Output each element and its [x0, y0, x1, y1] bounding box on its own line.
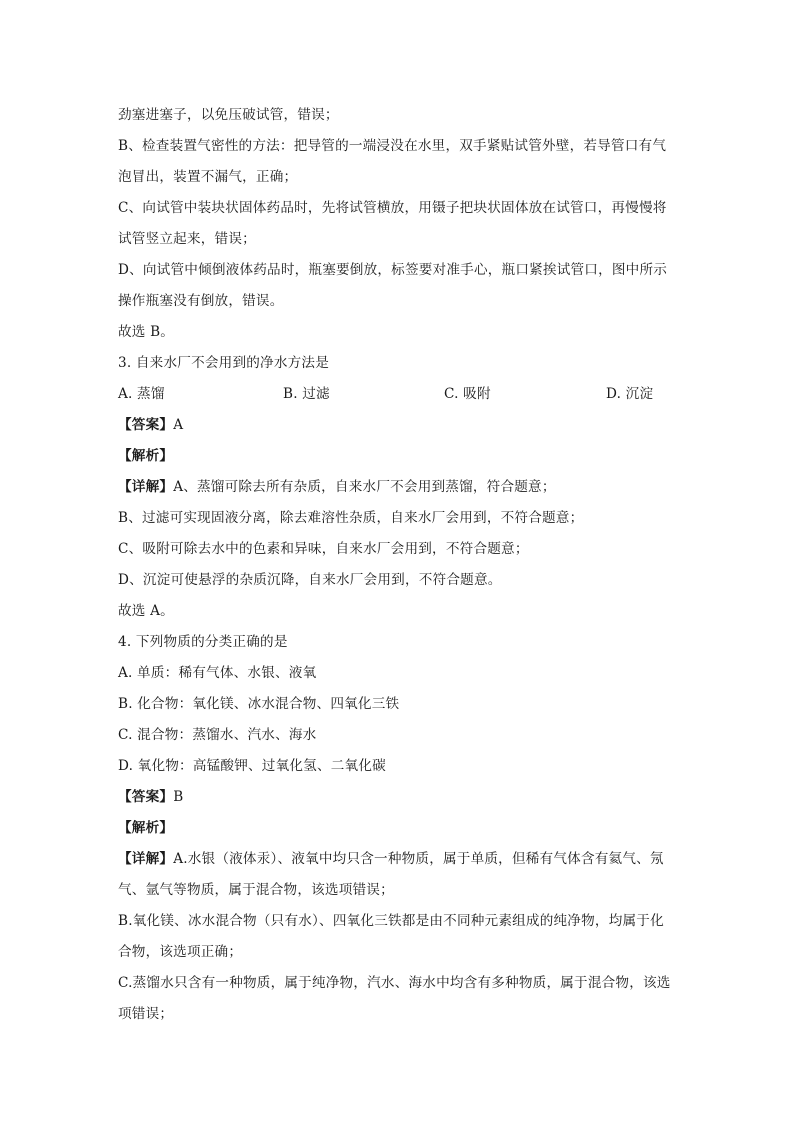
answer-value: A: [173, 417, 184, 433]
option-d: D. 沉淀: [606, 386, 654, 402]
question-3-analysis: [118, 441, 678, 472]
text-line: D、向试管中倾倒液体药品时，瓶塞要倒放，标签要对准手心，瓶口紧挨试管口，图中所示: [118, 262, 668, 278]
question-3-options: [118, 379, 678, 410]
option-a: A. 蒸馏: [118, 386, 165, 402]
page-content: [118, 100, 678, 1030]
text-line: 项错误；: [118, 1006, 174, 1022]
text-line: D、沉淀可使悬浮的杂质沉降，自来水厂会用到，不符合题意。: [118, 572, 502, 588]
analysis-label: 【解析】: [118, 448, 174, 464]
text-line: C、吸附可除去水中的色素和异味，自来水厂会用到，不符合题意；: [118, 541, 529, 557]
option-a: A. 单质：稀有气体、水银、液氧: [118, 665, 317, 681]
option-b: B. 过滤: [283, 386, 330, 402]
text-line: 劲塞进塞子，以免压破试管，错误；: [118, 107, 339, 123]
answer-label: 【答案】: [118, 789, 174, 805]
question-4-stem: 4. 下列物质的分类正确的是: [118, 634, 288, 650]
analysis-label: 【解析】: [118, 820, 174, 836]
text-line: 故选 B。: [118, 324, 175, 340]
option-b: B. 化合物：氧化镁、冰水混合物、四氧化三铁: [118, 696, 400, 712]
text-line: B、过滤可实现固液分离，除去难溶性杂质，自来水厂会用到，不符合题意；: [118, 510, 584, 526]
detail-text: A.水银（液体汞）、液氧中均只含一种物质，属于单质，但稀有气体含有氦气、氖: [173, 851, 664, 867]
text-line: 合物，该选项正确；: [118, 944, 243, 960]
text-line: B、检查装置气密性的方法：把导管的一端浸没在水里，双手紧贴试管外壁，若导管口有气: [118, 138, 667, 154]
text-line: C、向试管中装块状固体药品时，先将试管横放，用镊子把块状固体放在试管口，再慢慢将: [118, 200, 667, 216]
text-line: B.氧化镁、冰水混合物（只有水）、四氧化三铁都是由不同种元素组成的纯净物，均属于化: [118, 913, 664, 929]
question-4-analysis: [118, 813, 678, 844]
detail-label: 【详解】: [118, 479, 174, 495]
option-d: D. 氧化物：高锰酸钾、过氧化氢、二氧化碳: [118, 758, 386, 774]
option-c: C. 吸附: [444, 386, 491, 402]
text-line: 泡冒出，装置不漏气，正确；: [118, 169, 298, 185]
text-line: 气、氩气等物质，属于混合物，该选项错误；: [118, 882, 394, 898]
question-3-answer: [118, 410, 678, 441]
detail-label: 【详解】: [118, 851, 174, 867]
text-line: 试管竖立起来，错误；: [118, 231, 256, 247]
question-4-answer: [118, 782, 678, 813]
text-line: 故选 A。: [118, 603, 174, 619]
text-line: C.蒸馏水只含有一种物质，属于纯净物，汽水、海水中均含有多种物质，属于混合物，该选: [118, 975, 671, 991]
question-3-stem: 3. 自来水厂不会用到的净水方法是: [118, 355, 330, 371]
answer-label: 【答案】: [118, 417, 174, 433]
question-3-detail: [118, 472, 678, 503]
answer-value: B: [173, 789, 184, 805]
text-line: 操作瓶塞没有倒放，错误。: [118, 293, 284, 309]
option-c: C. 混合物：蒸馏水、汽水、海水: [118, 727, 317, 743]
detail-text: A、蒸馏可除去所有杂质，自来水厂不会用到蒸馏，符合题意；: [173, 479, 556, 495]
question-4-detail: [118, 844, 678, 875]
